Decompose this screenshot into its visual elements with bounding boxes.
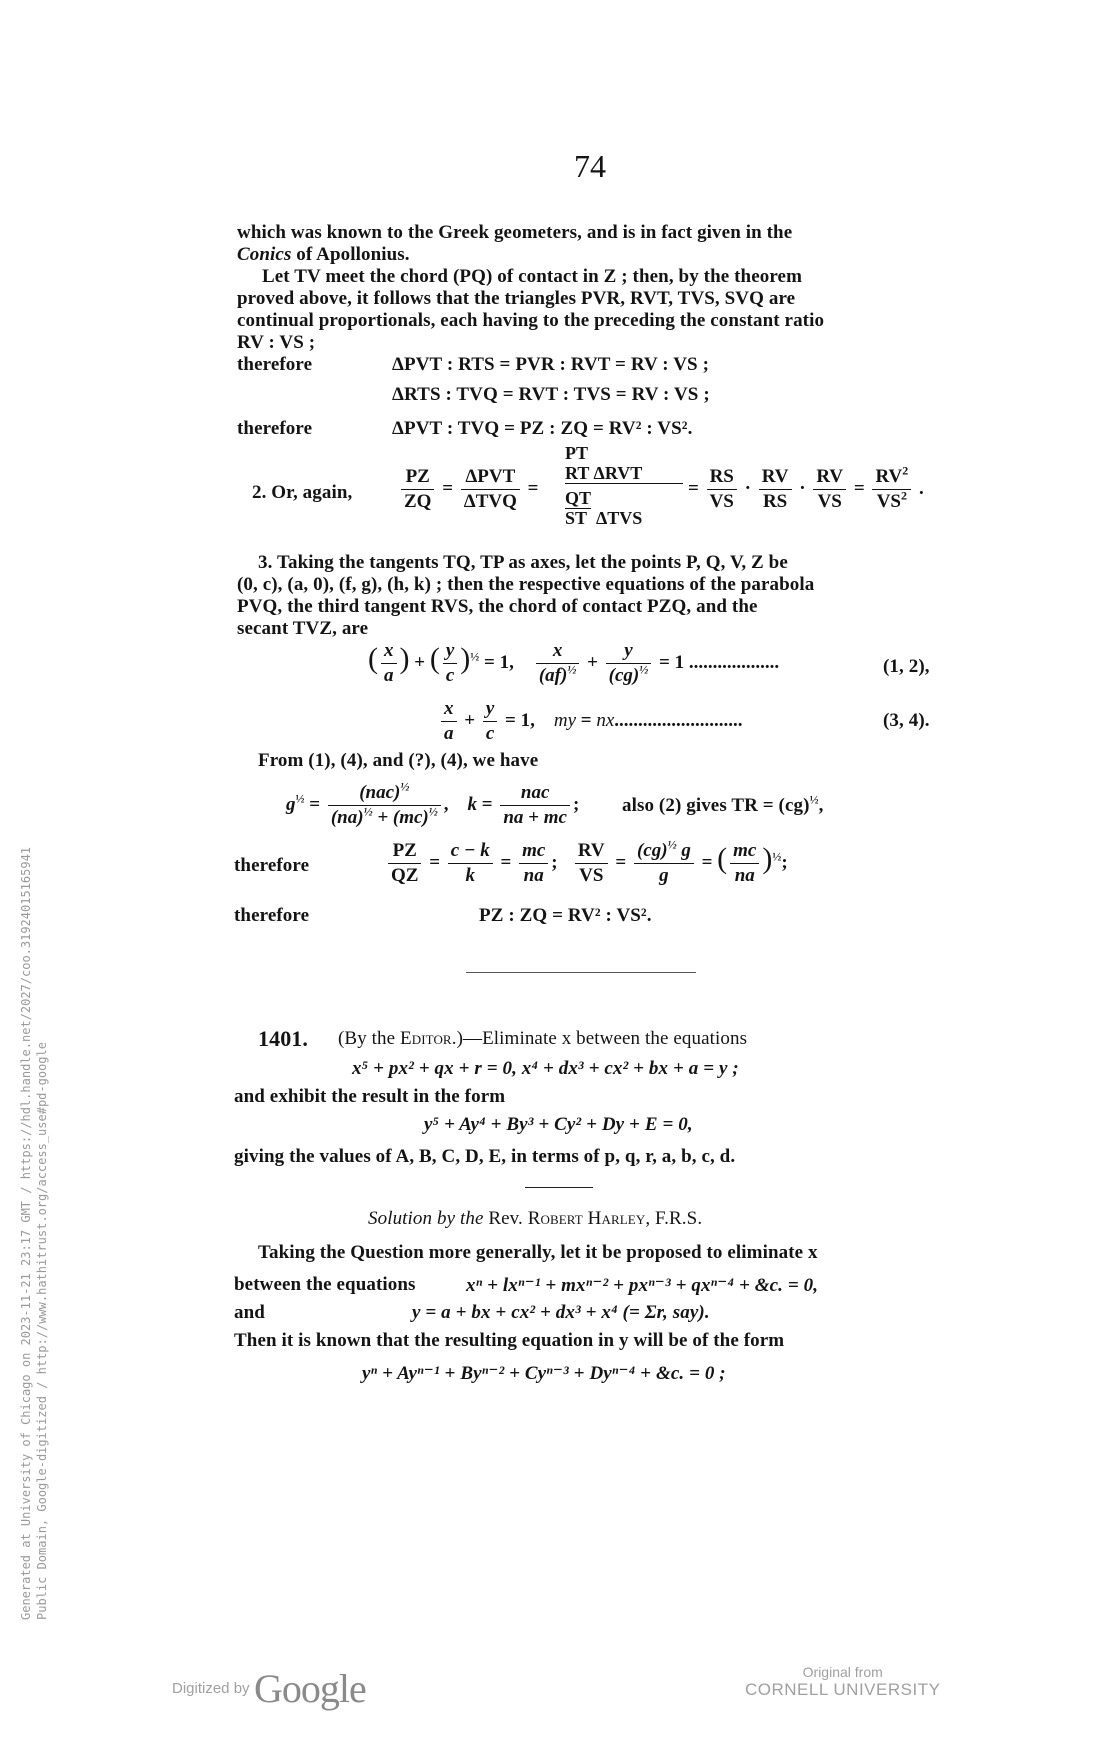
equation: ΔRTS : TVQ = RVT : TVS = RV : VS ;: [392, 384, 710, 405]
compound-fraction: PT RT ΔRVT QT ST ΔTVS: [565, 443, 683, 528]
text-span: of Apollonius.: [291, 244, 410, 265]
original-from: [745, 1664, 940, 1700]
text-line: Then it is known that the resulting equation in y will be of the form: [234, 1330, 785, 1351]
text-line: giving the values of A, B, C, D, E, in terms of p, q, r, a, b, c, d.: [234, 1146, 736, 1167]
text-line: [338, 1028, 747, 1050]
text-line: between the equations: [234, 1274, 416, 1295]
label-therefore: therefore: [237, 354, 313, 375]
text-span: (By the: [338, 1028, 401, 1049]
text-line: From (1), (4), and (?), (4), we have: [258, 750, 539, 771]
text-line: 3. Taking the tangents TQ, TP as axes, let the points P, Q, V, Z be: [258, 552, 788, 573]
equation: yⁿ + Ayⁿ⁻¹ + Byⁿ⁻² + Cyⁿ⁻³ + Dyⁿ⁻⁴ + &c. = 0 ;: [362, 1363, 726, 1384]
watermark-line: Generated at University of Chicago on 2023-11-21 23:17 GMT / https://hdl.handle.net/2027/coo.31924015165941: [19, 846, 33, 1620]
solution-heading: [368, 1208, 702, 1230]
question-number: 1401.: [258, 1026, 308, 1051]
text-line: (0, c), (a, 0), (f, g), (h, k) ; then the respective equations of the parabola: [237, 574, 815, 595]
text-span: Rev.: [483, 1208, 528, 1229]
text-span: also (2) gives TR = (cg): [622, 795, 810, 816]
label-therefore: therefore: [237, 418, 313, 439]
equation: y = a + bx + cx² + dx³ + x⁴ (= Σr, say).: [412, 1302, 710, 1323]
divider: [525, 1187, 593, 1188]
label-therefore: therefore: [234, 905, 310, 926]
text-line: also (2) gives TR = (cg)$^{\frac{1}{2}}$,: [622, 792, 824, 816]
text-line: PVQ, the third tangent RVS, the chord of contact PZQ, and the: [237, 596, 758, 617]
label-or-again: 2. Or, again,: [252, 482, 353, 503]
chord-equation: $\frac{x}{a}$ + $\frac{y}{c}$ = 1, my = nx...........................: [438, 698, 743, 745]
parabola-equation: ( $\frac{x}{a}$ ) + ( $\frac{y}{c}$ )$^{\frac{1}{2}}$ = 1, $\frac{x}{(af)^{\frac{1}{2}}}$ + $\frac{y}{(cg)^{\frac{1}{2}}}$ = 1 ...................: [368, 640, 780, 686]
text-line: and exhibit the result in the form: [234, 1086, 506, 1107]
original-from-label: Original from: [802, 1664, 883, 1680]
equation: PZ : ZQ = RV² : VS².: [479, 905, 652, 926]
page-number: 74: [574, 148, 606, 184]
label-therefore: therefore: [234, 855, 310, 876]
text-line: and: [234, 1302, 265, 1323]
editor-name: Editor: [400, 1028, 452, 1049]
equation: ΔPVT : TVQ = PZ : ZQ = RV² : VS².: [392, 418, 693, 439]
text-line: proved above, it follows that the triangles PVR, RVT, TVS, SVQ are: [237, 288, 796, 309]
italic-title: Conics: [237, 244, 292, 265]
fraction: $\frac{PZ}{ZQ}$: [401, 466, 434, 513]
equation: x⁵ + px² + qx + r = 0, x⁴ + dx³ + cx² + bx + a = y ;: [352, 1058, 739, 1079]
equation-number: (1, 2),: [883, 656, 930, 677]
text-line: RV : VS ;: [237, 332, 316, 353]
ratio-equation: $\frac{PZ}{ZQ}$ = $\frac{\text{ΔPVT}}{\text{ΔTVQ}}$ =: [398, 466, 538, 513]
text-line: Taking the Question more generally, let it be proposed to eliminate x: [258, 1242, 818, 1263]
divider: [466, 972, 696, 973]
equation: ΔPVT : RTS = PVR : RVT = RV : VS ;: [392, 354, 710, 375]
text-line: which was known to the Greek geometers, and is in fact given in the: [237, 222, 793, 243]
watermark-line: Public Domain, Google-digitized / http://www.hathitrust.org/access_use#pd-google: [35, 1042, 49, 1620]
text-line: continual proportionals, each having to the preceding the constant ratio: [237, 310, 825, 331]
equation: y⁵ + Ay⁴ + By³ + Cy² + Dy + E = 0,: [424, 1114, 693, 1135]
google-logo: Google: [254, 1666, 366, 1711]
ratio-equation: = $\frac{RS}{VS}$ · $\frac{RV}{RS}$ · $\frac{RV}{VS}$ = $\frac{RV^2}{VS^2}$ .: [688, 463, 924, 512]
text-span: Solution by the: [368, 1208, 484, 1229]
text-line: [237, 244, 410, 266]
equation: xⁿ + lxⁿ⁻¹ + mxⁿ⁻² + pxⁿ⁻³ + qxⁿ⁻⁴ + &c. = 0,: [466, 1275, 819, 1296]
text-line: secant TVZ, are: [237, 618, 369, 639]
equation-number: (3, 4).: [883, 710, 930, 731]
digitized-by-label: Digitized by: [172, 1680, 250, 1697]
institution-name: CORNELL UNIVERSITY: [745, 1680, 941, 1699]
text-line: Let TV meet the chord (PQ) of contact in Z ; then, by the theorem: [262, 266, 803, 287]
text-span: , F.R.S.: [645, 1208, 703, 1229]
g-equation: $g^{\frac{1}{2}}$ = $\frac{(nac)^{\frac{1}{2}}}{(na)^{\frac{1}{2}} + (mc)^{\frac{1}{2}}}$ , k = $\frac{\text{nac}}{na + mc}$ ;: [286, 779, 580, 828]
fraction: $\frac{\text{ΔPVT}}{\text{ΔTVQ}}$: [461, 466, 520, 513]
digitized-by-google: [172, 1665, 366, 1712]
text-span: .)—Eliminate x between the equations: [451, 1028, 748, 1049]
ratio-equation: $\frac{PZ}{QZ}$ = $\frac{c - k}{k}$ = $\frac{mc}{na}$ ; $\frac{RV}{VS}$ = $\frac{(cg)^{\frac{1}{2}} g}{g}$ = ( $\frac{mc}{na}$ )$^{\frac{1}{2}}$;: [385, 840, 788, 887]
author-name: Robert Harley: [527, 1208, 646, 1229]
hathitrust-watermark: [18, 847, 50, 1620]
